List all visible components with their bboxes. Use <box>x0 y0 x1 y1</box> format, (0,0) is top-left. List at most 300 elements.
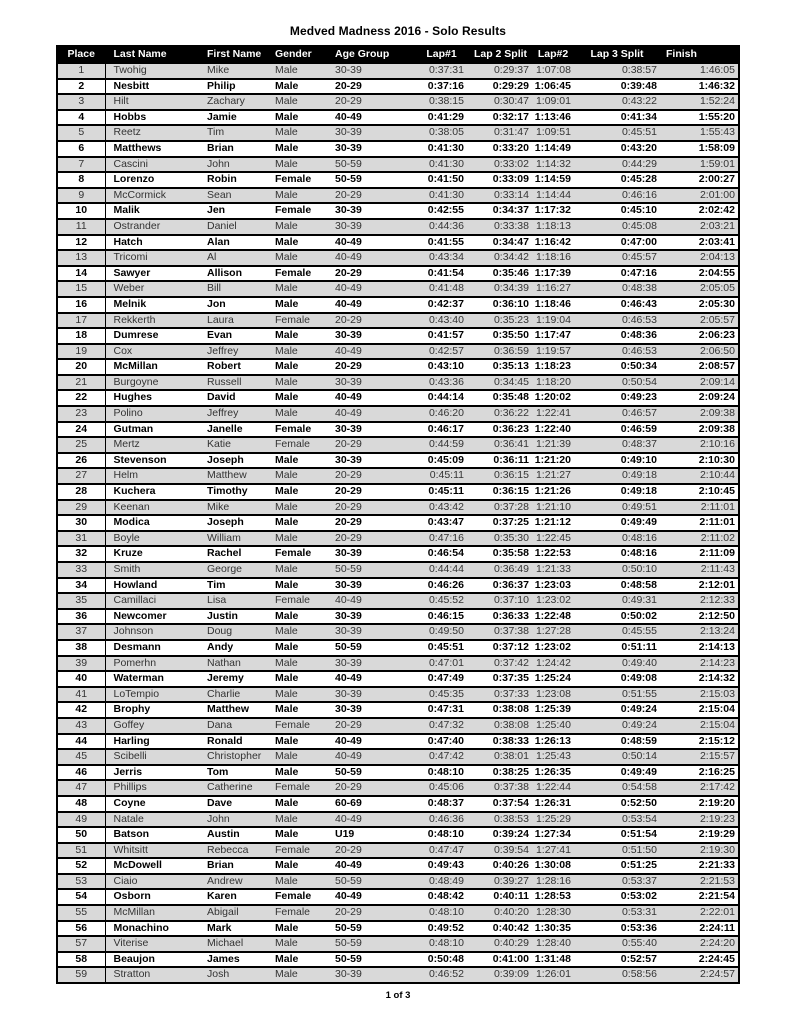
cell-place: 9 <box>57 188 105 204</box>
cell-last-name: Stratton <box>113 968 151 981</box>
cell-place: 32 <box>57 546 105 562</box>
cell-lap-2-split: 0:32:17 <box>492 110 529 123</box>
cell-place: 28 <box>57 484 105 500</box>
cell-first-name: Abigail <box>207 906 239 919</box>
cell-lap1: 0:44:14 <box>427 391 464 404</box>
cell-lap-2-split: 0:41:00 <box>492 952 529 965</box>
cell-lap-3-split: 0:50:54 <box>621 375 657 388</box>
cell-finish: 2:24:11 <box>699 921 735 934</box>
table-row <box>57 484 739 500</box>
cell-age-group: 40-49 <box>335 812 362 825</box>
cell-lap-2-split: 0:33:02 <box>493 157 529 170</box>
cell-finish: 2:08:57 <box>698 360 735 373</box>
cell-last-name: Twohig <box>113 64 147 76</box>
cell-first-name: Nathan <box>207 656 241 669</box>
cell-place: 19 <box>57 344 105 360</box>
cell-lap-3-split: 0:53:02 <box>620 890 657 903</box>
cell-age-group: 50-59 <box>335 921 362 934</box>
cell-finish: 2:10:30 <box>698 453 735 466</box>
cell-lap2: 1:30:08 <box>534 859 571 872</box>
cell-lap1: 0:42:37 <box>427 297 464 310</box>
cell-last-name: Tricomi <box>113 251 148 264</box>
cell-gender: Male <box>275 407 298 420</box>
cell-lap-2-split: 0:38:53 <box>493 812 529 825</box>
cell-age-group: 20-29 <box>335 266 362 279</box>
cell-first-name: Dana <box>207 718 233 731</box>
cell-finish: 2:24:20 <box>699 937 735 950</box>
cell-last-name: Weber <box>113 282 145 295</box>
cell-gender: Male <box>275 251 298 264</box>
cell-lap2: 1:19:57 <box>535 344 571 357</box>
cell-lap-2-split: 0:38:08 <box>492 703 529 716</box>
cell-place: 44 <box>57 734 105 750</box>
cell-age-group: 30-39 <box>335 219 362 232</box>
cell-lap-3-split: 0:53:54 <box>621 812 657 825</box>
cell-place: 36 <box>57 609 105 625</box>
cell-lap-3-split: 0:43:20 <box>620 141 657 154</box>
table-row <box>57 63 739 79</box>
table-row <box>57 328 739 344</box>
cell-lap-3-split: 0:46:53 <box>621 313 657 326</box>
cell-last-name: Cox <box>113 344 133 357</box>
cell-first-name: Andy <box>207 640 234 653</box>
cell-first-name: John <box>207 812 230 825</box>
table-row <box>57 671 739 687</box>
cell-lap2: 1:26:13 <box>534 734 571 747</box>
cell-lap-3-split: 0:49:49 <box>620 765 657 778</box>
cell-last-name: Modica <box>113 516 150 529</box>
cell-last-name: Camillaci <box>113 594 157 607</box>
cell-lap-2-split: 0:39:24 <box>492 828 529 841</box>
cell-place: 14 <box>57 266 105 282</box>
cell-finish: 2:11:02 <box>700 531 735 544</box>
cell-place: 49 <box>57 812 105 828</box>
cell-age-group: 30-39 <box>335 453 362 466</box>
column-header-finish: Finish <box>661 46 739 63</box>
cell-first-name: Josh <box>207 968 230 981</box>
cell-finish: 1:55:20 <box>698 110 735 123</box>
cell-finish: 2:22:01 <box>699 906 735 919</box>
cell-lap-2-split: 0:40:20 <box>493 906 529 919</box>
cell-gender: Male <box>275 329 299 342</box>
table-row <box>57 546 739 562</box>
cell-age-group: 40-49 <box>335 672 362 685</box>
cell-gender: Male <box>275 828 299 841</box>
cell-lap-3-split: 0:48:59 <box>620 734 657 747</box>
cell-finish: 2:11:01 <box>700 500 735 513</box>
cell-lap-2-split: 0:36:15 <box>492 485 529 498</box>
cell-gender: Male <box>275 64 298 76</box>
cell-lap2: 1:30:35 <box>534 921 571 934</box>
table-row <box>57 656 739 672</box>
cell-age-group: 30-39 <box>335 126 362 139</box>
table-row <box>57 905 739 921</box>
cell-lap-2-split: 0:34:47 <box>492 235 529 248</box>
cell-age-group: 20-29 <box>335 500 362 513</box>
cell-age-group: 20-29 <box>335 95 362 108</box>
cell-age-group: 20-29 <box>335 843 362 856</box>
cell-first-name: Justin <box>207 609 238 622</box>
cell-age-group: 60-69 <box>335 796 362 809</box>
cell-age-group: 40-49 <box>335 750 362 763</box>
cell-lap1: 0:41:54 <box>427 266 464 279</box>
table-row <box>57 250 739 266</box>
cell-gender: Male <box>275 656 298 669</box>
cell-finish: 2:00:27 <box>698 173 735 186</box>
cell-finish: 1:59:01 <box>699 157 735 170</box>
cell-place: 48 <box>57 796 105 812</box>
cell-lap-2-split: 0:33:09 <box>492 173 529 186</box>
cell-place: 52 <box>57 858 105 874</box>
cell-last-name: Hatch <box>113 235 143 248</box>
cell-place: 26 <box>57 453 105 469</box>
table-row <box>57 593 739 609</box>
cell-finish: 2:09:38 <box>698 422 735 435</box>
cell-first-name: Joseph <box>207 453 244 466</box>
cell-first-name: Bill <box>207 282 222 295</box>
cell-place: 10 <box>57 203 105 219</box>
cell-first-name: Russell <box>207 375 242 388</box>
cell-last-name: Hughes <box>113 391 153 404</box>
cell-lap1: 0:38:15 <box>428 95 464 108</box>
cell-place: 43 <box>57 718 105 734</box>
cell-lap1: 0:47:01 <box>428 656 464 669</box>
cell-place: 56 <box>57 921 105 937</box>
cell-lap2: 1:21:12 <box>534 516 571 529</box>
table-row <box>57 874 739 890</box>
cell-lap2: 1:22:53 <box>534 547 571 560</box>
cell-lap1: 0:37:16 <box>427 79 464 92</box>
cell-lap1: 0:46:20 <box>428 407 464 420</box>
cell-last-name: Pomerhn <box>113 656 157 669</box>
cell-lap1: 0:48:10 <box>428 937 464 950</box>
cell-gender: Female <box>275 173 312 186</box>
cell-lap-2-split: 0:38:33 <box>492 734 529 747</box>
cell-lap-3-split: 0:49:49 <box>620 516 657 529</box>
cell-age-group: 20-29 <box>335 485 362 498</box>
table-row <box>57 889 739 905</box>
cell-lap2: 1:21:20 <box>534 453 571 466</box>
cell-lap-3-split: 0:49:24 <box>621 718 657 731</box>
results-table <box>56 45 740 984</box>
cell-lap-3-split: 0:49:08 <box>620 672 657 685</box>
cell-first-name: Dave <box>207 796 233 809</box>
cell-first-name: Joseph <box>207 516 244 529</box>
column-header-lap-2-split: Lap 2 Split <box>468 46 533 63</box>
cell-last-name: Osborn <box>113 890 151 903</box>
cell-lap1: 0:44:59 <box>428 438 464 451</box>
cell-lap2: 1:20:02 <box>534 391 571 404</box>
cell-lap-2-split: 0:37:12 <box>492 640 529 653</box>
cell-place: 6 <box>57 141 105 157</box>
cell-age-group: 30-39 <box>335 656 362 669</box>
cell-lap1: 0:48:42 <box>427 890 464 903</box>
cell-lap-3-split: 0:51:11 <box>621 640 657 653</box>
cell-finish: 2:09:24 <box>698 391 735 404</box>
cell-gender: Male <box>275 344 298 357</box>
cell-finish: 2:01:00 <box>699 188 735 201</box>
cell-first-name: Jeremy <box>207 672 244 685</box>
cell-finish: 2:19:29 <box>698 828 735 841</box>
cell-finish: 2:16:25 <box>698 765 735 778</box>
cell-lap1: 0:47:16 <box>428 531 464 544</box>
cell-lap-2-split: 0:39:09 <box>493 968 529 981</box>
cell-age-group: 50-59 <box>335 765 362 778</box>
cell-gender: Female <box>275 890 312 903</box>
cell-lap2: 1:26:01 <box>535 968 571 981</box>
table-row <box>57 500 739 516</box>
cell-gender: Male <box>275 968 298 981</box>
cell-lap2: 1:06:45 <box>534 79 571 92</box>
table-body <box>57 63 739 983</box>
cell-age-group: 30-39 <box>335 625 362 638</box>
cell-last-name: Reetz <box>113 126 141 139</box>
cell-first-name: Jeffrey <box>207 344 239 357</box>
cell-age-group: 30-39 <box>335 64 362 76</box>
cell-lap-3-split: 0:45:10 <box>620 204 657 217</box>
cell-last-name: Goffey <box>113 718 145 731</box>
table-row <box>57 468 739 484</box>
cell-lap1: 0:37:31 <box>428 64 464 76</box>
cell-lap-3-split: 0:49:24 <box>620 703 657 716</box>
cell-lap-2-split: 0:37:33 <box>493 687 529 700</box>
cell-first-name: Christopher <box>207 750 262 763</box>
cell-lap-2-split: 0:39:54 <box>493 843 529 856</box>
cell-lap-3-split: 0:41:34 <box>620 110 657 123</box>
table-row <box>57 141 739 157</box>
table-row <box>57 531 739 547</box>
table-row <box>57 812 739 828</box>
cell-last-name: Harling <box>113 734 150 747</box>
cell-last-name: Rekkerth <box>113 313 156 326</box>
table-row <box>57 437 739 453</box>
cell-last-name: Coyne <box>113 796 146 809</box>
cell-gender: Female <box>275 438 311 451</box>
table-row <box>57 172 739 188</box>
cell-lap1: 0:45:11 <box>428 485 464 498</box>
cell-lap-3-split: 0:50:02 <box>620 609 657 622</box>
cell-lap-2-split: 0:36:49 <box>493 563 529 575</box>
cell-gender: Male <box>275 750 298 763</box>
cell-lap-3-split: 0:52:50 <box>620 796 657 809</box>
cell-lap2: 1:27:34 <box>534 828 571 841</box>
cell-lap-3-split: 0:50:10 <box>621 563 657 575</box>
cell-last-name: Sawyer <box>113 266 151 279</box>
cell-gender: Male <box>275 282 298 295</box>
cell-lap-3-split: 0:46:16 <box>621 188 657 201</box>
cell-lap-3-split: 0:38:57 <box>621 64 657 76</box>
page-title: Medved Madness 2016 - Solo Results <box>289 24 507 38</box>
cell-lap-3-split: 0:51:54 <box>620 828 657 841</box>
cell-lap1: 0:38:05 <box>428 126 464 139</box>
cell-lap-3-split: 0:53:37 <box>621 874 657 887</box>
table-row <box>57 313 739 329</box>
cell-lap-2-split: 0:35:23 <box>493 313 529 326</box>
cell-gender: Male <box>275 157 298 170</box>
cell-lap1: 0:41:30 <box>428 188 464 201</box>
cell-lap-2-split: 0:37:28 <box>493 500 529 513</box>
cell-age-group: 20-29 <box>335 188 362 201</box>
cell-last-name: Melnik <box>113 297 147 310</box>
cell-lap2: 1:16:27 <box>535 282 571 295</box>
table-row <box>57 281 739 297</box>
cell-place: 20 <box>57 359 105 375</box>
cell-lap-2-split: 0:33:20 <box>492 141 529 154</box>
cell-place: 39 <box>57 656 105 672</box>
cell-lap2: 1:28:53 <box>534 890 571 903</box>
cell-last-name: Hobbs <box>113 110 147 123</box>
cell-gender: Male <box>275 485 299 498</box>
cell-age-group: 20-29 <box>335 313 362 326</box>
cell-lap-2-split: 0:39:27 <box>493 874 529 887</box>
cell-first-name: Jen <box>207 204 226 217</box>
cell-first-name: Mike <box>207 64 230 76</box>
cell-lap2: 1:25:24 <box>534 672 571 685</box>
cell-finish: 2:15:57 <box>699 750 735 763</box>
cell-place: 57 <box>57 936 105 952</box>
cell-lap-2-split: 0:31:47 <box>493 126 529 139</box>
cell-finish: 2:21:54 <box>698 890 735 903</box>
cell-lap1: 0:43:47 <box>427 516 464 529</box>
cell-gender: Male <box>275 500 298 513</box>
cell-gender: Male <box>275 640 299 653</box>
cell-lap-3-split: 0:44:29 <box>621 157 657 170</box>
cell-age-group: 20-29 <box>335 531 362 544</box>
cell-first-name: George <box>207 563 243 575</box>
cell-age-group: 40-49 <box>335 344 362 357</box>
cell-lap2: 1:07:08 <box>535 64 571 76</box>
cell-age-group: 40-49 <box>335 859 362 872</box>
table-header <box>57 46 739 63</box>
cell-lap-2-split: 0:35:46 <box>492 266 529 279</box>
cell-place: 37 <box>57 624 105 640</box>
cell-lap-3-split: 0:54:58 <box>621 781 657 794</box>
cell-lap2: 1:22:45 <box>535 531 571 544</box>
column-header-last-name: Last Name <box>105 46 201 63</box>
cell-lap2: 1:28:30 <box>535 906 571 919</box>
cell-age-group: 20-29 <box>335 906 362 919</box>
cell-first-name: Catherine <box>207 781 253 794</box>
table-row <box>57 406 739 422</box>
cell-last-name: McDowell <box>113 859 162 872</box>
cell-lap-3-split: 0:46:59 <box>620 422 657 435</box>
cell-place: 4 <box>57 110 105 126</box>
cell-gender: Female <box>275 422 312 435</box>
cell-last-name: Ciaio <box>113 874 138 887</box>
cell-lap-2-split: 0:36:59 <box>493 344 529 357</box>
table-row <box>57 157 739 173</box>
header-row <box>57 46 739 63</box>
cell-lap-2-split: 0:37:38 <box>493 781 529 794</box>
cell-lap1: 0:46:36 <box>428 812 464 825</box>
cell-place: 47 <box>57 780 105 796</box>
cell-finish: 2:24:45 <box>698 952 735 965</box>
table-row <box>57 359 739 375</box>
cell-finish: 2:15:03 <box>699 687 735 700</box>
cell-lap-2-split: 0:35:30 <box>493 531 529 544</box>
cell-finish: 2:03:41 <box>698 235 735 248</box>
cell-place: 41 <box>57 687 105 703</box>
cell-lap-3-split: 0:51:50 <box>621 843 657 856</box>
cell-lap-3-split: 0:46:57 <box>621 407 657 420</box>
cell-last-name: Ostrander <box>113 219 161 232</box>
cell-last-name: Nesbitt <box>113 79 150 92</box>
cell-finish: 2:05:05 <box>699 282 735 295</box>
cell-age-group: 40-49 <box>335 251 362 264</box>
cell-age-group: 40-49 <box>335 110 362 123</box>
cell-lap2: 1:22:40 <box>534 422 571 435</box>
cell-lap1: 0:42:57 <box>428 344 464 357</box>
cell-age-group: 30-39 <box>335 687 362 700</box>
cell-lap-2-split: 0:35:50 <box>492 329 529 342</box>
cell-place: 30 <box>57 515 105 531</box>
cell-lap-2-split: 0:29:29 <box>492 79 529 92</box>
cell-lap1: 0:47:49 <box>427 672 464 685</box>
cell-lap1: 0:48:49 <box>428 874 464 887</box>
cell-lap-2-split: 0:40:26 <box>492 859 529 872</box>
cell-finish: 2:17:42 <box>699 781 735 794</box>
cell-lap-3-split: 0:49:51 <box>621 500 657 513</box>
cell-lap-3-split: 0:58:56 <box>621 968 657 981</box>
cell-place: 40 <box>57 671 105 687</box>
cell-lap2: 1:21:39 <box>535 438 571 451</box>
table-row <box>57 780 739 796</box>
cell-first-name: John <box>207 157 230 170</box>
cell-finish: 1:55:43 <box>699 126 735 139</box>
cell-last-name: Burgoyne <box>113 375 159 388</box>
cell-first-name: David <box>207 391 236 404</box>
table-row <box>57 79 739 95</box>
cell-gender: Male <box>275 297 299 310</box>
cell-lap-2-split: 0:38:08 <box>493 718 529 731</box>
cell-lap-3-split: 0:48:58 <box>620 578 657 591</box>
cell-lap-2-split: 0:34:45 <box>493 375 529 388</box>
cell-first-name: Tim <box>207 578 226 591</box>
cell-place: 34 <box>57 578 105 594</box>
cell-lap1: 0:49:52 <box>427 921 464 934</box>
cell-last-name: Lorenzo <box>113 173 155 186</box>
cell-lap-3-split: 0:50:34 <box>620 360 657 373</box>
cell-last-name: Hilt <box>113 95 129 108</box>
cell-first-name: Mike <box>207 500 230 513</box>
cell-age-group: 40-49 <box>335 391 362 404</box>
cell-lap2: 1:23:02 <box>534 640 571 653</box>
cell-lap-3-split: 0:45:51 <box>621 126 657 139</box>
cell-first-name: Karen <box>207 890 237 903</box>
cell-age-group: 30-39 <box>335 329 362 342</box>
cell-finish: 2:12:01 <box>698 578 735 591</box>
cell-first-name: Tim <box>207 126 225 139</box>
table-row <box>57 344 739 360</box>
cell-lap2: 1:26:31 <box>534 796 571 809</box>
cell-last-name: Beaujon <box>113 952 155 965</box>
cell-place: 54 <box>57 889 105 905</box>
cell-age-group: 50-59 <box>335 952 362 965</box>
cell-lap-3-split: 0:50:14 <box>621 750 657 763</box>
cell-finish: 2:10:16 <box>699 438 735 451</box>
cell-finish: 2:02:42 <box>698 204 735 217</box>
column-header-lap2: Lap#2 <box>533 46 573 63</box>
cell-first-name: Sean <box>207 188 232 201</box>
cell-finish: 2:04:55 <box>698 266 735 279</box>
cell-lap1: 0:44:36 <box>428 219 464 232</box>
cell-lap2: 1:18:23 <box>534 360 571 373</box>
cell-finish: 2:04:13 <box>699 251 735 264</box>
cell-lap1: 0:47:47 <box>428 843 464 856</box>
cell-last-name: Natale <box>113 812 144 825</box>
cell-first-name: Jamie <box>207 110 237 123</box>
cell-gender: Male <box>275 765 299 778</box>
